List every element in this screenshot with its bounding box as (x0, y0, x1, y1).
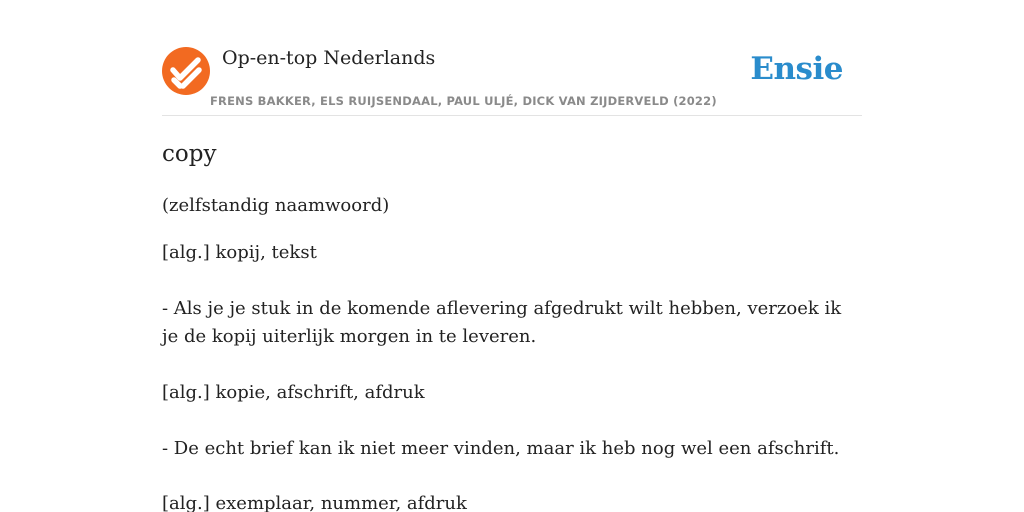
example-line: - Als je je stuk in de komende aflevering afgedrukt wilt hebben, verzoek ik je de kopij uiterlijk morgen in te leveren. (162, 298, 842, 347)
book-authors: FRENS BAKKER, ELS RUIJSENDAAL, PAUL ULJÉ, DICK VAN ZIJDERVELD (2022) (210, 94, 717, 108)
example-line: - De echt brief kan ik niet meer vinden, maar ik heb nog wel een afschrift. (162, 438, 840, 459)
definition-line: [alg.] exemplaar, nummer, afdruk (162, 493, 467, 512)
entry-word: copy (162, 141, 217, 167)
page-header (162, 0, 862, 116)
brand-logo[interactable]: Ensie (750, 51, 843, 87)
book-title[interactable]: Op-en-top Nederlands (222, 47, 436, 69)
part-of-speech: (zelfstandig naamwoord) (162, 195, 390, 216)
definition-line: [alg.] kopij, tekst (162, 242, 317, 263)
checkmark-icon (162, 47, 210, 95)
definition-line: [alg.] kopie, afschrift, afdruk (162, 382, 425, 403)
entry-page (162, 0, 862, 512)
